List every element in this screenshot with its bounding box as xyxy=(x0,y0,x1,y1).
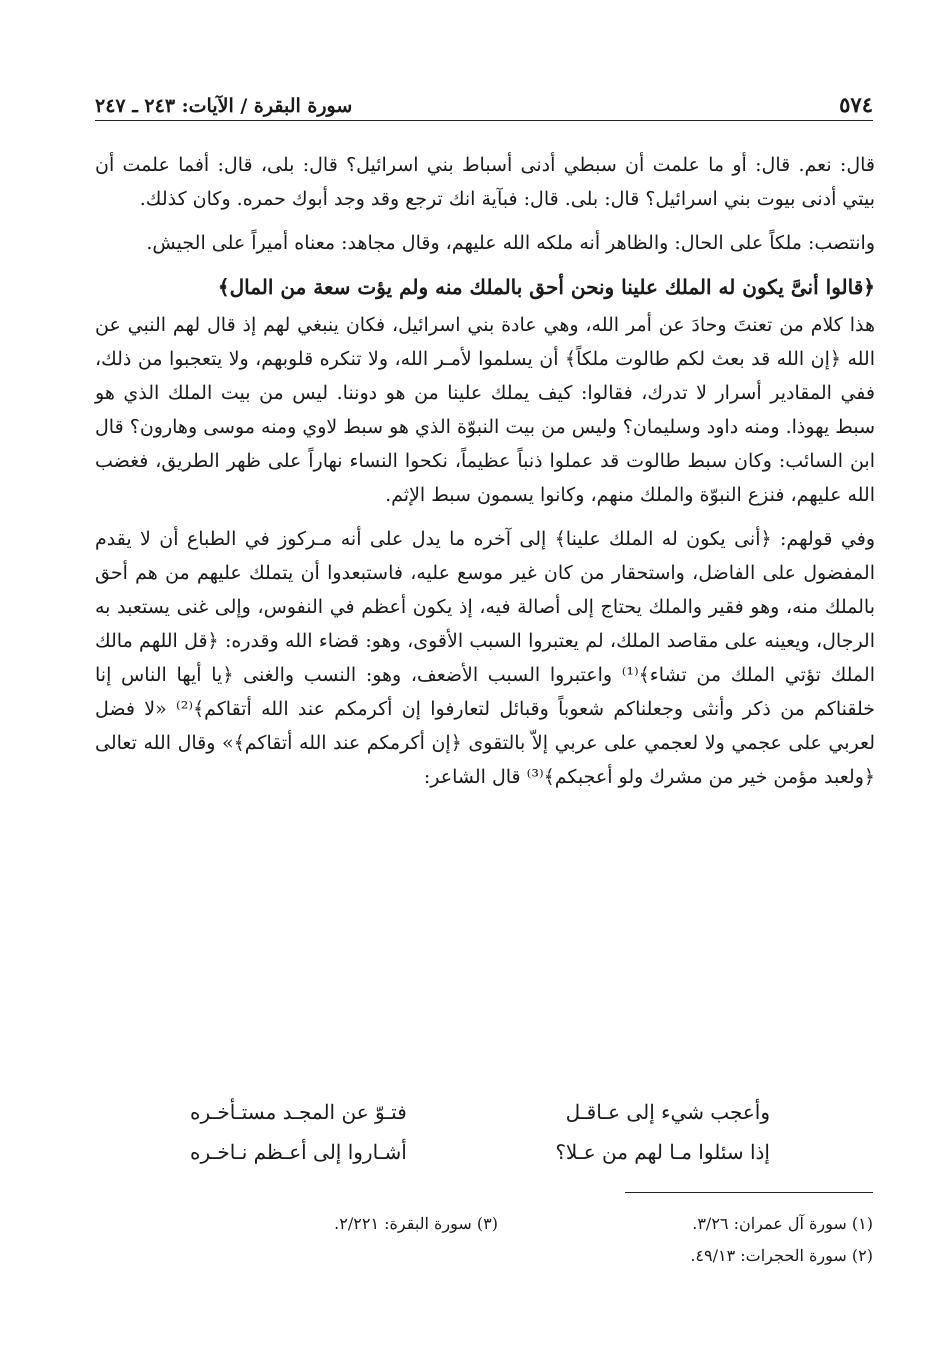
poem-first-hemistich: إذا سئلوا مـا لهم من عـلا؟ xyxy=(555,1140,770,1164)
page-header xyxy=(95,90,873,121)
paragraph: قال: نعم. قال: أو ما علمت أن سبطي أدنى أسباط بني اسرائيل؟ قال: بلى، قال: أفما علمت أن بيتي أدنى بيوت بني اسرائيل؟ قال: بلى. قال: فبآية انك ترجع وقد وجد أبوك حمره. وكان كذلك. xyxy=(95,154,875,210)
poem-second-hemistich: فتـوّ عن المجـد مستـأخـره xyxy=(190,1100,407,1124)
paragraph: وانتصب: ملكاً على الحال: والظاهر أنه ملكه الله عليهم، وقال مجاهد: معناه أميراً على الجيش. xyxy=(146,232,875,254)
footnote-divider xyxy=(625,1192,873,1193)
quran-verse-heading: ﴿قالوا أنىَّ يكون له الملك علينا ونحن أحق بالملك منه ولم يؤت سعة من المال﴾ xyxy=(217,275,875,299)
poem-verse xyxy=(190,1132,770,1172)
page-number: ٥٧٤ xyxy=(839,92,873,117)
poem-verse xyxy=(190,1092,770,1132)
footnote-1: (١) سورة آل عمران: ٣/٢٦. xyxy=(692,1214,873,1233)
running-title: سورة البقرة / الآيات: ٢٤٣ ـ ٢٤٧ xyxy=(95,95,353,117)
footnote-2: (٢) سورة الحجرات: ٤٩/١٣. xyxy=(690,1246,873,1265)
poem xyxy=(190,1092,770,1172)
main-text xyxy=(95,148,875,804)
poem-first-hemistich: وأعجب شيء إلى عـاقـل xyxy=(565,1100,770,1124)
paragraph: هذا كلام من تعنتَ وحادَ عن أمر الله، وهي عادة بني اسرائيل، فكان ينبغي لهم إذ قال لهم النبي عن الله ﴿إن الله قد بعث لكم طالوت ملكاً﴾ أن يسلموا لأمـر الله، ولا تنكره قلوبهم، ولا يتعجبوا من ذلك، ففي المقادير أسرار لا تدرك، فقالوا: كيف يملك علينا من هو دوننا. ليس من بيت الملك الذي هو سبط يهوذا. ومنه داود وسليمان؟ وليس من بيت النبوّة الذي هو سبط لاوي ومنه موسى وهارون؟ قال ابن السائب: وكان سبط طالوت قد عملوا ذنباً عظيماً، نكحوا النساء نهاراً على ظهر الطريق، فغضب الله عليهم، فنزع النبوّة والملك منهم، وكانوا يسمون سبط الإثم. xyxy=(95,314,875,506)
footnote-3: (٣) سورة البقرة: ٢/٢٢١. xyxy=(334,1214,498,1233)
paragraph: وفي قولهم: ﴿أنى يكون له الملك علينا﴾ إلى آخره ما يدل على أنه مـركوز في الطباع أن لا يقدم المفضول على الفاضل، واستحقار من كان غير موسع عليه، فاستبعدوا أن يتملك عليهم من هم أحق بالملك منه، وهو فقير والملك يحتاج إلى أصالة فيه، إذ يكون أعظم في النفوس، وإلى غنى يستعبد به الرجال، ويعينه على مقاصد الملك، لم يعتبروا السبب الأقوى، وهو: قضاء الله وقدره: ﴿قل اللهم مالك الملك تؤتي الملك من تشاء﴾⁽¹⁾ واعتبروا السبب الأضعف، وهو: النسب والغنى ﴿يا أيها الناس إنا خلقناكم من ذكر وأنثى وجعلناكم شعوباً وقبائل لتعارفوا إن أكرمكم عند الله أتقاكم﴾⁽²⁾ «لا فضل لعربي على عجمي ولا لعجمي على عربي إلاّ بالتقوى ﴿إن أكرمكم عند الله أتقاكم﴾» وقال الله تعالى ﴿ولعبد مؤمن خير من مشرك ولو أعجبكم﴾⁽³⁾ قال الشاعر: xyxy=(95,528,876,788)
poem-second-hemistich: أشـاروا إلى أعـظم نـاخـره xyxy=(190,1140,407,1164)
